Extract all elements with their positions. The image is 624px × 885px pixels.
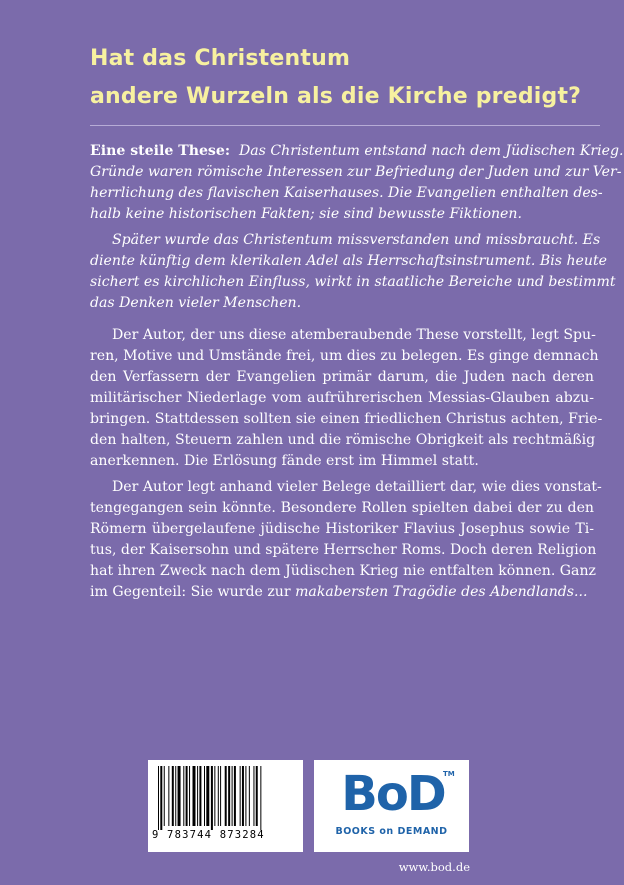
blurb-p1-line-4: halb keine historischen Fakten; sie sind bewusste Fiktionen. — [90, 206, 522, 222]
divider — [90, 125, 600, 126]
blurb-p4-line-6 — [90, 582, 594, 603]
blurb-p3-line-7: anerkennen. Die Erlösung fände erst im Himmel statt. — [90, 453, 479, 469]
barcode-bars — [156, 766, 296, 830]
blurb-p3-line-3: den Verfassern der Evangelien primär darum, die Juden nach deren — [90, 369, 594, 385]
isbn-barcode — [148, 760, 303, 852]
blurb-paragraph-2 — [90, 230, 616, 314]
blurb-p3-line-6: den halten, Steuern zahlen und die römische Obrigkeit als rechtmäßig — [90, 432, 596, 448]
blurb-p4-line-2: tengegangen sein könnte. Besondere Rollen spielten dabei der zu den — [90, 500, 594, 516]
blurb-p2-line-3: sichert es kirchlichen Einfluss, wirkt in staatliche Bereiche und bestimmt — [90, 274, 616, 290]
blurb-p4-last-italic: makabersten Tragödie des Abendlands... — [295, 584, 588, 600]
blurb-p3-line-1: Der Autor, der uns diese atemberaubende These vorstellt, legt Spu- — [112, 327, 596, 343]
isbn-number: 9 783744 873284 — [152, 829, 265, 841]
bod-logo-text: BoD — [341, 766, 445, 822]
blurb-p2-line-4: das Denken vieler Menschen. — [90, 295, 302, 311]
headline-line-2: andere Wurzeln als die Kirche predigt? — [90, 84, 582, 109]
blurb-p4-line-3: Römern übergelaufene jüdische Historiker Flavius Josephus sowie Ti- — [90, 521, 594, 537]
publisher-url: www.bod.de — [398, 860, 470, 874]
blurb-p1-line-3: herrlichung des flavischen Kaiserhauses. Die Evangelien enthalten des- — [90, 185, 603, 201]
blurb-lead: Eine steile These: — [90, 143, 231, 159]
blurb-p2-line-1: Später wurde das Christentum missverstanden und missbraucht. Es — [112, 232, 601, 248]
blurb-p4-line-1: Der Autor legt anhand vieler Belege detailliert dar, wie dies vonstat- — [112, 479, 602, 495]
headline-line-1: Hat das Christentum — [90, 46, 351, 71]
blurb-p3-line-5: bringen. Stattdessen sollten sie einen friedlichen Christus achten, Frie- — [90, 411, 603, 427]
blurb-p3-line-4: militärischer Niederlage vom aufrührerischen Messias-Glauben abzu- — [90, 390, 594, 406]
blurb-p3-line-2: ren, Motive und Umstände frei, um dies zu belegen. Es ginge demnach — [90, 348, 599, 364]
bod-tagline: BOOKS on DEMAND — [335, 826, 448, 837]
blurb-paragraph-1 — [90, 141, 624, 225]
blurb-p1-line-1 — [90, 141, 624, 162]
publisher-logo — [314, 760, 469, 852]
blurb-p4-line-5: hat ihren Zweck nach dem Jüdischen Krieg nie entfalten können. Ganz — [90, 563, 596, 579]
blurb-p1-line-2: Gründe waren römische Interessen zur Befriedung der Juden und zur Ver- — [90, 164, 622, 180]
blurb-paragraph-4 — [90, 477, 602, 603]
blurb-paragraph-3 — [90, 325, 603, 472]
blurb-p2-line-2: diente künftig dem klerikalen Adel als Herrschaftsinstrument. Bis heute — [90, 253, 607, 269]
bod-trademark: TM — [443, 770, 455, 778]
headline — [90, 40, 610, 116]
blurb-p1-line-1-text: Das Christentum entstand nach dem Jüdischen Krieg. — [238, 143, 624, 159]
blurb-p4-last-plain: im Gegenteil: Sie wurde zur — [90, 584, 296, 600]
blurb-p4-line-4: tus, der Kaisersohn und spätere Herrscher Roms. Doch deren Religion — [90, 542, 597, 558]
